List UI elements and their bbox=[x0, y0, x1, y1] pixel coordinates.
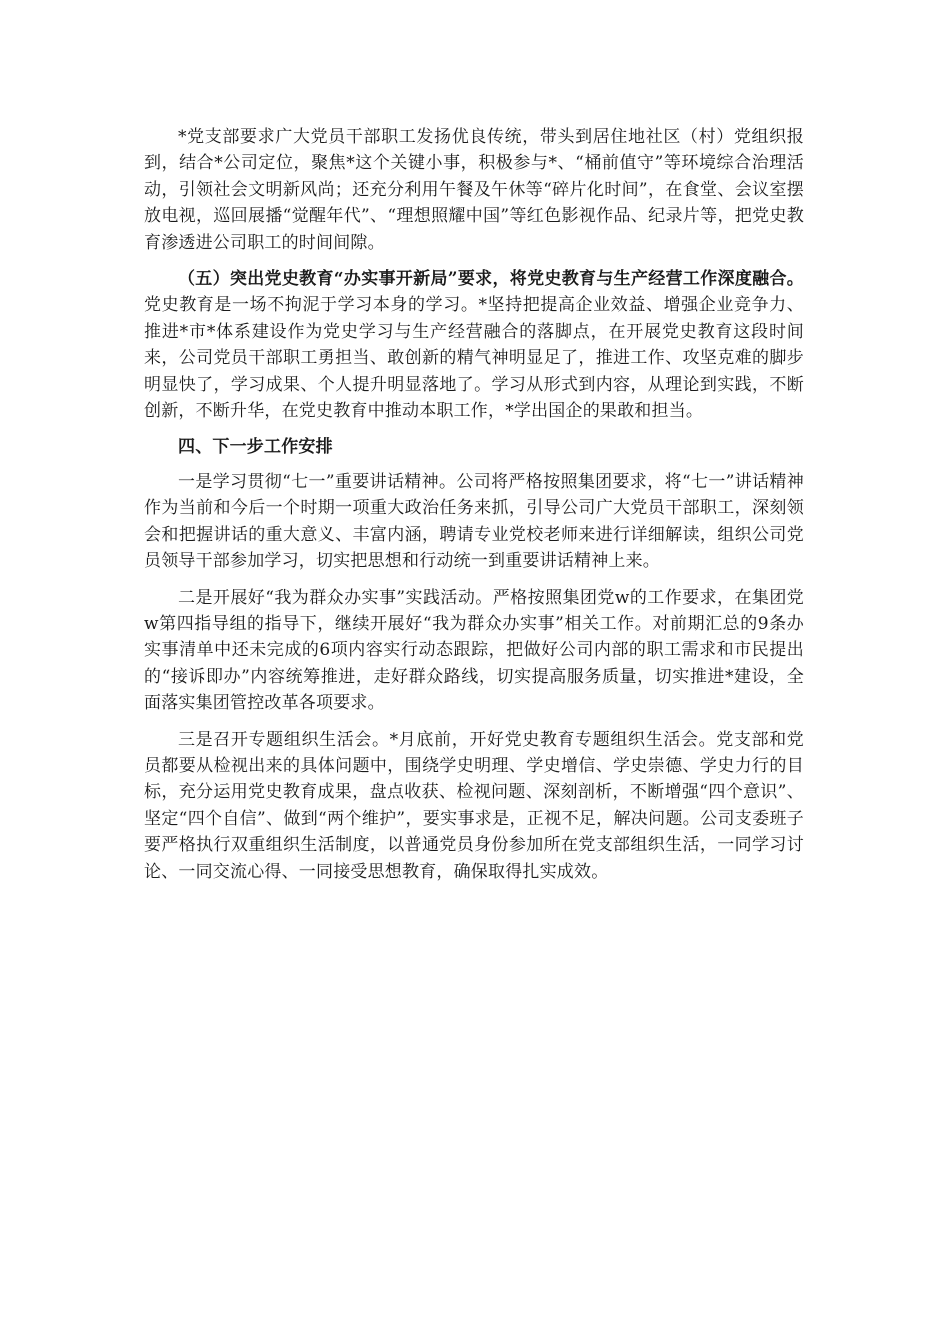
paragraph-text: 党史教育是一场不拘泥于学习本身的学习。*坚持把提高企业效益、增强企业竞争力、推进*市*体系建设作为党史学习与生产经营融合的落脚点，在开展党史教育这段时间来，公司党员干部职工勇担当、敢创新的精气神明显足了，推进工作、攻坚克难的脚步明显快了，学习成果、个人提升明显落地了。学习从形式到内容，从理论到实践，不断创新，不断升华，在党史教育中推动本职工作，*学出国企的果敢和担当。 bbox=[144, 295, 804, 422]
document-body bbox=[144, 124, 804, 895]
paragraph-text: *党支部要求广大党员干部职工发扬优良传统，带头到居住地社区（村）党组织报到，结合*公司定位，聚焦*这个关键小事，积极参与*、“桶前值守”等环境综合治理活动，引领社会文明新风尚；还充分利用午餐及午休等“碎片化时间”，在食堂、会议室摆放电视，巡回展播“觉醒年代”、“理想照耀中国”等红色影视作品、纪录片等，把党史教育渗透进公司职工的时间间隙。 bbox=[144, 127, 804, 253]
paragraph-section-five bbox=[144, 266, 804, 424]
paragraph-item-three: 三是召开专题组织生活会。*月底前，开好党史教育专题组织生活会。党支部和党员都要从检视出来的具体问题中，围绕学史明理、学史增信、学史崇德、学史力行的目标，充分运用党史教育成果，盘点收获、检视问题、深刻剖析，不断增强“四个意识”、坚定“四个自信”、做到“两个维护”，要实事求是，正视不足，解决问题。公司支委班子要严格执行双重组织生活制度，以普通党员身份参加所在党支部组织生活，一同学习讨论、一同交流心得、一同接受思想教育，确保取得扎实成效。 bbox=[144, 729, 804, 882]
section-heading: 四、下一步工作安排 bbox=[178, 437, 333, 458]
paragraph-item-one: 一是学习贯彻“七一”重要讲话精神。公司将严格按照集团要求，将“七一”讲话精神作为当前和今后一个时期一项重大政治任务来抓，引导公司广大党员干部职工，深刻领会和把握讲话的重大意义、丰富内涵，聘请专业党校老师来进行详细解读，组织公司党员领导干部参加学习，切实把思想和行动统一到重要讲话精神上来。 bbox=[144, 471, 804, 572]
paragraph-community-activities bbox=[144, 124, 804, 256]
paragraph-lead: （五）突出党史教育“办实事开新局”要求，将党史教育与生产经营工作深度融合。 bbox=[178, 269, 804, 290]
paragraph-item-two: 二是开展好“我为群众办实事”实践活动。严格按照集团党w的工作要求，在集团党w第四指导组的指导下，继续开展好“我为群众办实事”相关工作。对前期汇总的9条办实事清单中还未完成的6项内容实行动态跟踪，把做好公司内部的职工需求和市民提出的“接诉即办”内容统筹推进，走好群众路线，切实提高服务质量，切实推进*建设，全面落实集团管控改革各项要求。 bbox=[144, 587, 804, 714]
